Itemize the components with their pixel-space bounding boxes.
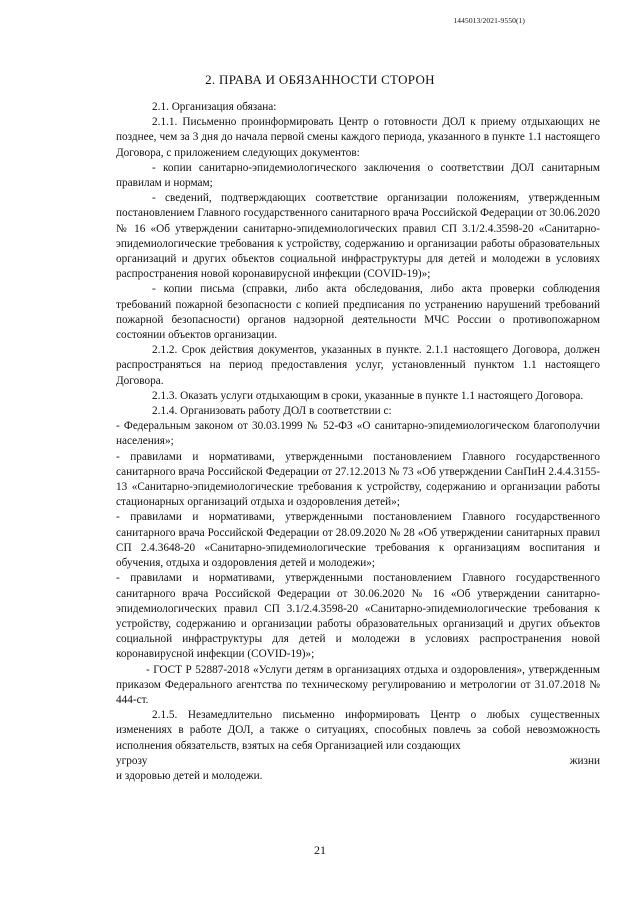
clause-2-1-5-end-right: жизни bbox=[569, 754, 600, 767]
page-number: 21 bbox=[314, 843, 326, 857]
clause-2-1-5: 2.1.5. Незамедлительно письменно информировать Центр о любых существенных изменениях в работе ДОЛ, а также о ситуациях, способных повлечь за собой невозможность исполнения обязательств, взятых на себя Организацией или создающих bbox=[116, 709, 600, 752]
bullet-sanpin-2013: - правилами и нормативами, утвержденными постановлением Главного государственного санитарного врача Российской Федерации от 27.12.2013 № 73 «Об утверждении СанПиН 2.4.4.3155-13 «Санитарно-эпидемиологические требования к устройству, содержанию и организации работы стационарных организаций отдыха и оздоровления детей»; bbox=[116, 450, 600, 509]
clause-2-1-5-continuation bbox=[116, 754, 600, 769]
bullet-sanitary-conclusion: - копии санитарно-эпидемиологического заключения о соответствии ДОЛ санитарным правилам и нормам; bbox=[116, 161, 600, 190]
document-number: 1445013/2021-9550(1) bbox=[453, 16, 525, 25]
document-body bbox=[116, 100, 600, 784]
bullet-sp-2020-28: - правилами и нормативами, утвержденными постановлением Главного государственного санитарного врача Российской Федерации от 28.09.2020 № 28 «Об утверждении санитарных правил СП 2.4.3648-20 «Санитарно-эпидемиологические требования к организациям воспитания и обучения, отдыха и оздоровления детей и молодежи»; bbox=[116, 511, 600, 570]
clause-2-1: 2.1. Организация обязана: bbox=[152, 101, 277, 113]
bullet-federal-law: - Федеральным законом от 30.03.1999 № 52-ФЗ «О санитарно-эпидемиологическом благополучии населения»; bbox=[116, 420, 600, 448]
bullet-fire-safety-letter: - копии письма (справки, либо акта обследования, либо акта проверки соблюдения требований пожарной безопасности с копией предписания по устранению нарушений требований пожарной безопасности) органов надзорной деятельности МЧС России о противопожарном состоянии объектов организации. bbox=[116, 283, 600, 342]
bullet-compliance-info: - сведений, подтверждающих соответствие организации положениям, утвержденным постановлением Главного государственного санитарного врача Российской Федерации от 30.06.2020 № 16 «Об утверждении санитарно-эпидемиологических правил СП 3.1/2.4.3598-20 «Санитарно-эпидемиологические требования к устройству, содержанию и организации работы образовательных организаций и других объектов социальной инфраструктуры для детей и молодежи в условиях распространения новой коронавирусной инфекции (COVID-19)»; bbox=[116, 192, 600, 281]
clause-2-1-5-final: и здоровью детей и молодежи. bbox=[116, 769, 263, 782]
section-title: 2. ПРАВА И ОБЯЗАННОСТИ СТОРОН bbox=[205, 72, 435, 87]
clause-2-1-2: 2.1.2. Срок действия документов, указанных в пункте. 2.1.1 настоящего Договора, должен распространяться на период предоставления услуг, установленный пунктом 1.1 настоящего Договора. bbox=[116, 344, 600, 387]
clause-2-1-4: 2.1.4. Организовать работу ДОЛ в соответствии с: bbox=[152, 405, 392, 418]
bullet-gost: - ГОСТ Р 52887-2018 «Услуги детям в организациях отдыха и оздоровления», утвержденным приказом Федерального агентства по техническому регулированию и метрологии от 31.07.2018 № 444-ст. bbox=[116, 663, 600, 706]
bullet-sp-2020-16: - правилами и нормативами, утвержденными постановлением Главного государственного санитарного врача Российской Федерации от 30.06.2020 № 16 «Об утверждении санитарно-эпидемиологических правил СП 3.1/2.4.3598-20 «Санитарно-эпидемиологические требования к устройству, содержанию и организации работы образовательных организаций и других объектов социальной инфраструктуры для детей и молодежи в условиях распространения новой коронавирусной инфекции (COVID-19)»; bbox=[116, 572, 600, 661]
clause-2-1-1: 2.1.1. Письменно проинформировать Центр о готовности ДОЛ к приему отдыхающих не позднее, чем за 3 дня до начала первой смены каждого периода, указанного в пункте 1.1 настоящего Договора, с приложением следующих документов: bbox=[116, 116, 600, 159]
clause-2-1-5-end-left: угрозу bbox=[116, 754, 148, 767]
clause-2-1-3: 2.1.3. Оказать услуги отдыхающим в сроки, указанные в пункте 1.1 настоящего Договора. bbox=[152, 389, 584, 402]
